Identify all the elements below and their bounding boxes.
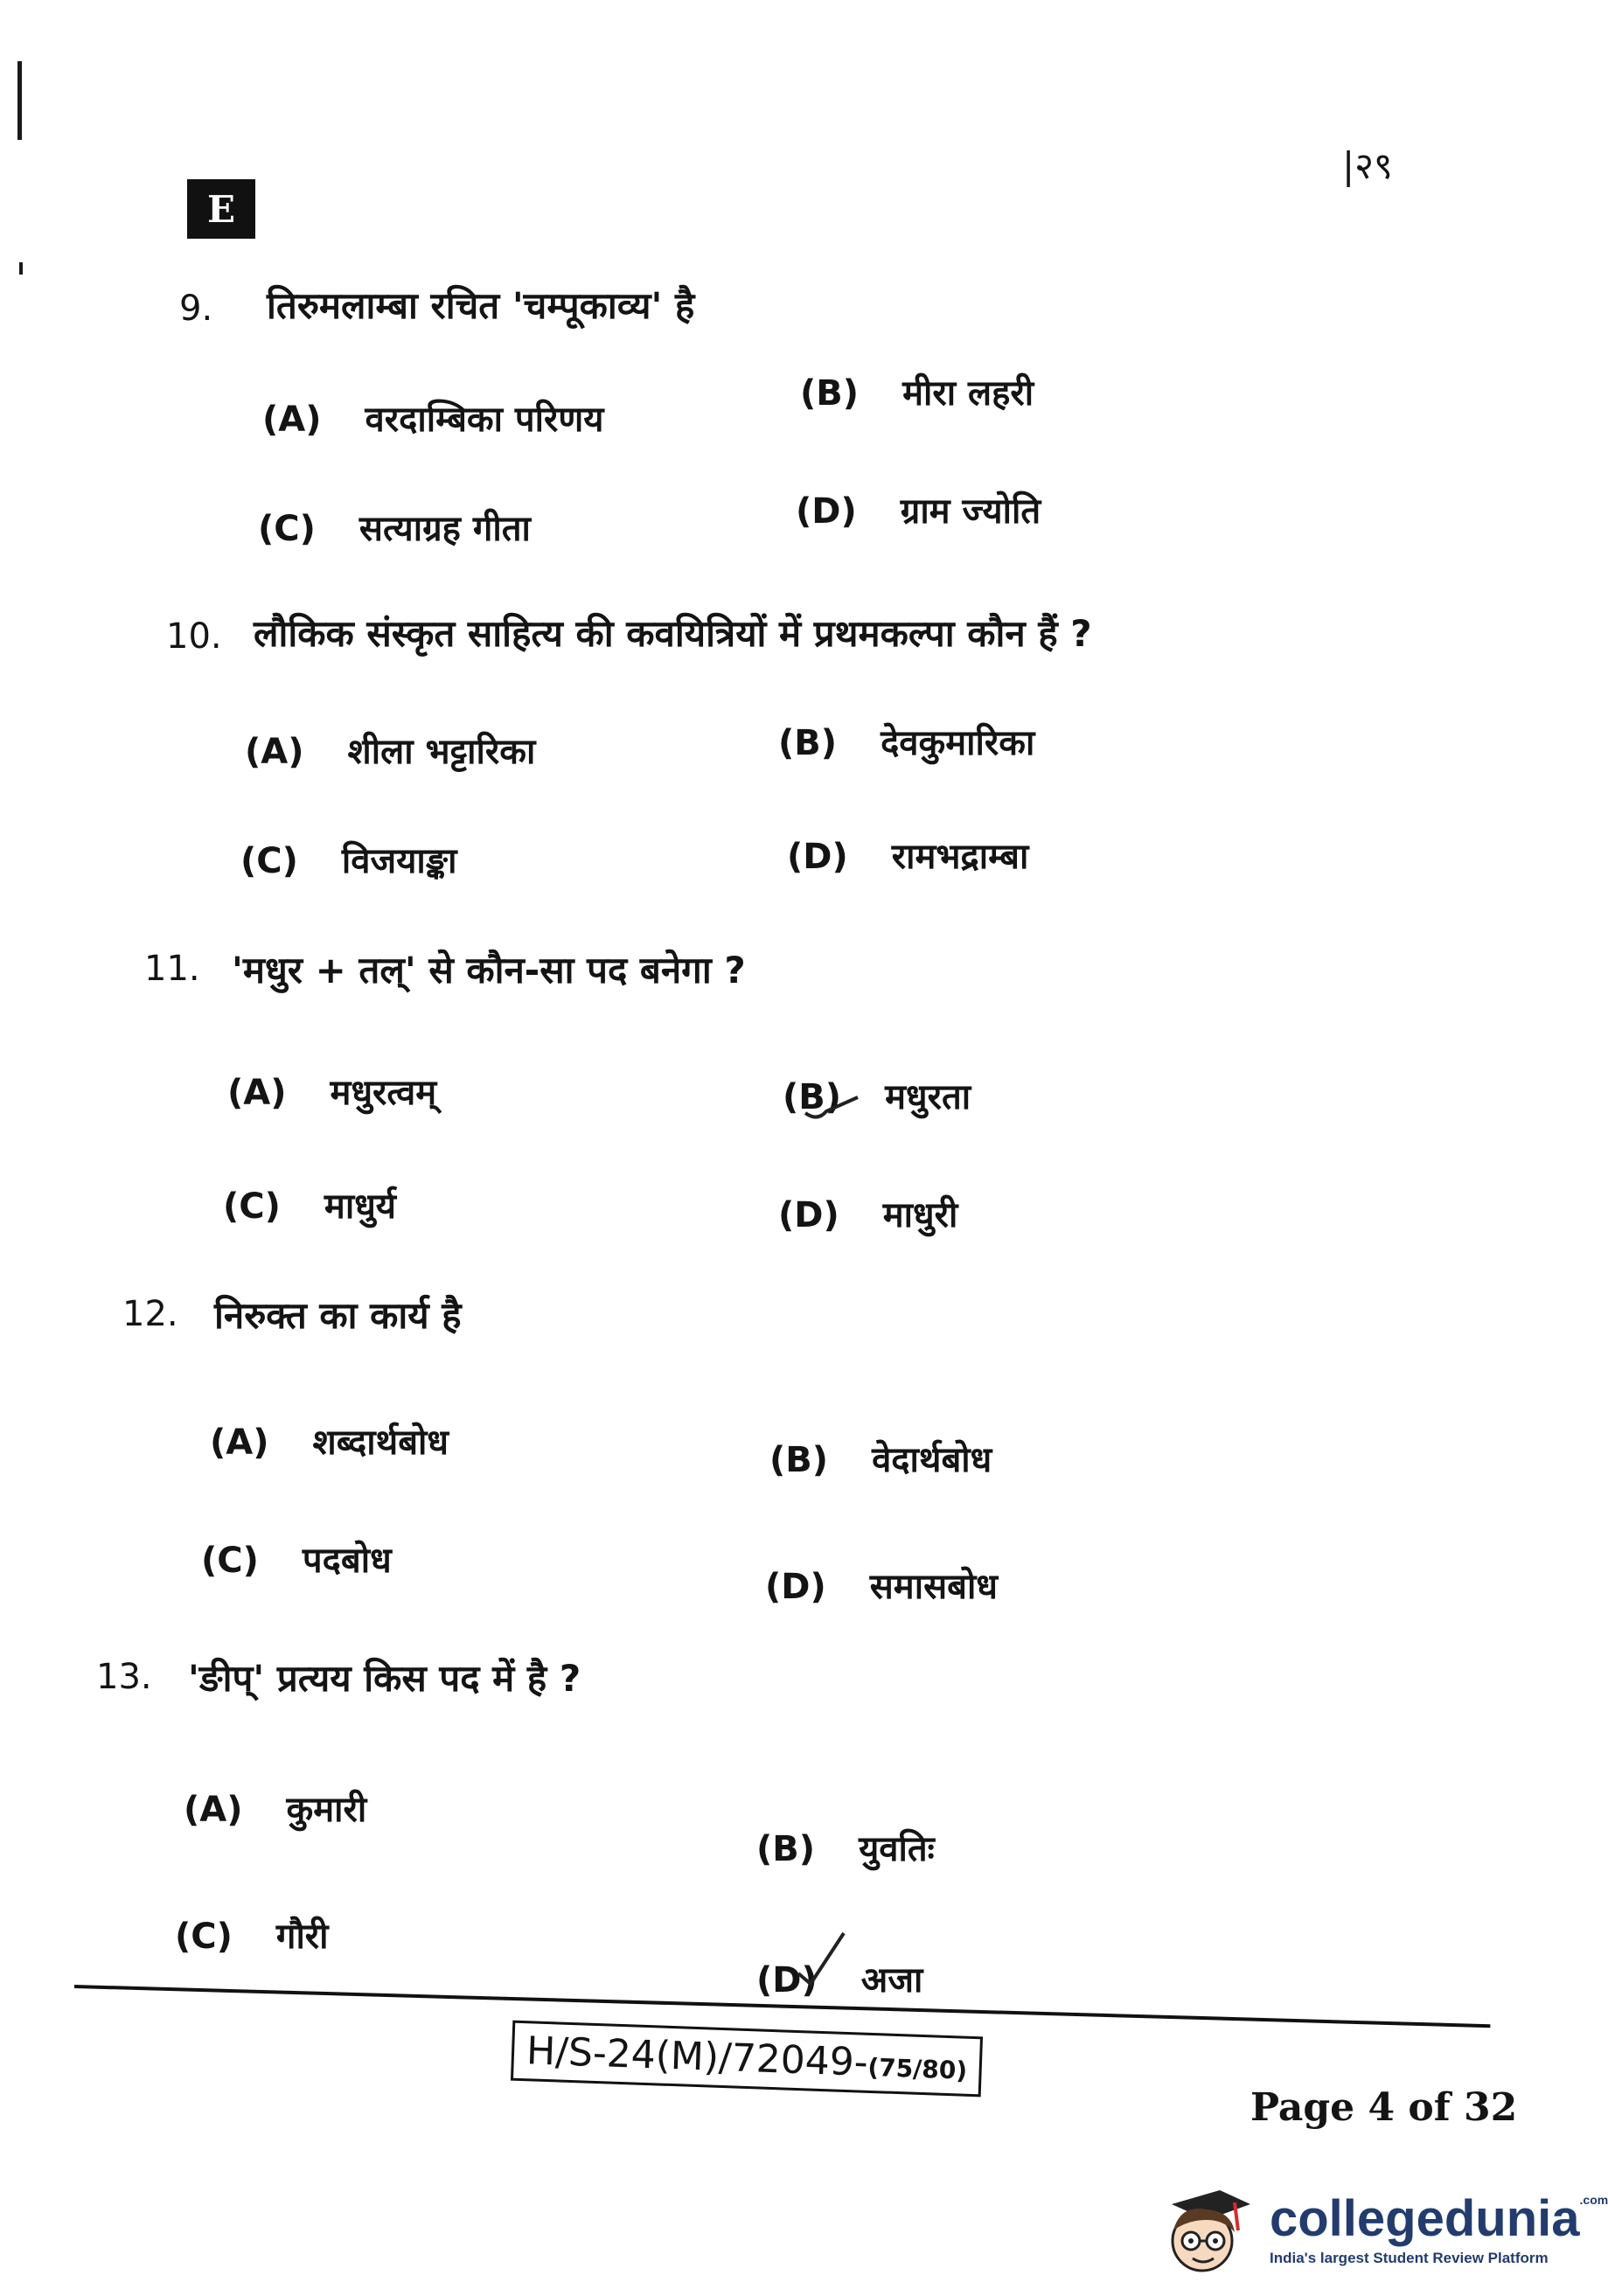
- option-a[interactable]: [245, 726, 535, 774]
- option-b[interactable]: [800, 367, 1034, 415]
- option-text: कुमारी: [286, 1790, 367, 1830]
- brand-name: collegedunia: [1270, 2189, 1580, 2247]
- answer-tick-mark: [800, 1071, 861, 1132]
- option-label: (B): [783, 1077, 842, 1117]
- option-c[interactable]: [240, 835, 456, 883]
- option-a[interactable]: [184, 1784, 366, 1832]
- option-text: वेदार्थबोध: [872, 1440, 992, 1480]
- option-text: युवतिः: [859, 1829, 935, 1869]
- option-text: पदबोध: [302, 1541, 392, 1581]
- option-text: अजा: [860, 1960, 923, 2000]
- option-c[interactable]: [223, 1180, 396, 1228]
- question-text: तिरुमलाम्बा रचित 'चम्पूकाव्य' है: [267, 284, 695, 327]
- option-label: (A): [245, 732, 304, 772]
- option-text: शब्दार्थबोध: [312, 1423, 449, 1463]
- option-c[interactable]: [258, 503, 531, 551]
- option-b[interactable]: [756, 1823, 935, 1871]
- option-d[interactable]: [778, 1189, 957, 1237]
- option-label: (C): [223, 1186, 281, 1227]
- handwritten-page-note: |२९: [1342, 144, 1393, 187]
- question-text: 'ङीप्' प्रत्यय किस पद में है ?: [188, 1657, 581, 1700]
- option-label: (D): [778, 1195, 839, 1235]
- answer-tick-mark: [791, 1928, 853, 1989]
- option-label: (D): [756, 1960, 818, 2000]
- question-number: 10.: [166, 616, 222, 657]
- option-d[interactable]: [796, 485, 1041, 533]
- option-text: सत्याग्रह गीता: [358, 509, 531, 549]
- option-d[interactable]: [765, 1561, 998, 1609]
- option-text: गौरी: [275, 1917, 329, 1957]
- option-a[interactable]: [210, 1416, 449, 1465]
- margin-mark: [19, 262, 23, 275]
- option-label: (D): [787, 837, 848, 877]
- option-label: (A): [227, 1073, 287, 1113]
- option-label: (B): [800, 373, 860, 414]
- option-label: (A): [210, 1423, 269, 1463]
- option-text: समासबोध: [869, 1567, 998, 1607]
- option-text: मधुरत्वम्: [330, 1073, 437, 1113]
- option-a[interactable]: [262, 393, 604, 442]
- option-text: शीला भट्टारिका: [347, 732, 536, 772]
- option-label: (B): [769, 1440, 829, 1480]
- option-label: (D): [765, 1567, 826, 1607]
- option-c[interactable]: [175, 1910, 329, 1959]
- option-text: माधुर्य: [324, 1186, 397, 1227]
- set-label-box: E: [187, 179, 255, 239]
- question-number: 11.: [144, 949, 200, 989]
- mascot-icon: [1154, 2178, 1259, 2283]
- question-text: निरुक्त का कार्य है: [214, 1294, 462, 1337]
- option-label: (B): [778, 723, 838, 763]
- option-text: मीरा लहरी: [902, 373, 1034, 414]
- option-label: (C): [175, 1917, 233, 1957]
- option-label: (C): [240, 841, 298, 881]
- option-text: देवकुमारिका: [881, 723, 1035, 763]
- option-b[interactable]: [769, 1434, 992, 1482]
- brand-suffix: .com: [1579, 2192, 1608, 2207]
- margin-mark: [17, 61, 22, 140]
- question-number: 12.: [122, 1294, 178, 1334]
- option-label: (A): [262, 400, 322, 440]
- collegedunia-watermark: [1154, 2164, 1608, 2296]
- page-number: Page 4 of 32: [1250, 2085, 1518, 2130]
- option-text: वरदाम्बिका परिणय: [365, 400, 604, 440]
- option-text: ग्राम ज्योति: [900, 491, 1041, 532]
- option-text: माधुरी: [882, 1195, 958, 1235]
- option-d[interactable]: [787, 831, 1028, 879]
- option-b[interactable]: [778, 717, 1034, 765]
- option-label: (A): [184, 1790, 243, 1830]
- option-text: रामभद्राम्बा: [891, 837, 1029, 877]
- paper-code-text: H/S-24(M)/72049-: [526, 2028, 869, 2085]
- option-text: मधुरता: [885, 1077, 971, 1117]
- option-label: (D): [796, 491, 857, 532]
- question-number: 13.: [96, 1657, 152, 1697]
- question-number: 9.: [179, 289, 213, 329]
- option-text: विजयाङ्का: [341, 841, 457, 881]
- paper-code: [511, 2021, 984, 2098]
- question-text: 'मधुर + तल्' से कौन-सा पद बनेगा ?: [232, 949, 746, 991]
- question-text: लौकिक संस्कृत साहित्य की कवयित्रियों में प्रथमकल्पा कौन हैं ?: [254, 612, 1092, 655]
- option-a[interactable]: [227, 1067, 436, 1115]
- option-c[interactable]: [201, 1534, 392, 1583]
- option-label: (C): [201, 1541, 259, 1581]
- brand-tagline: India's largest Student Review Platform: [1270, 2249, 1549, 2266]
- option-label: (C): [258, 509, 316, 549]
- option-label: (B): [756, 1829, 816, 1869]
- paper-code-suffix: (75/80): [867, 2052, 968, 2085]
